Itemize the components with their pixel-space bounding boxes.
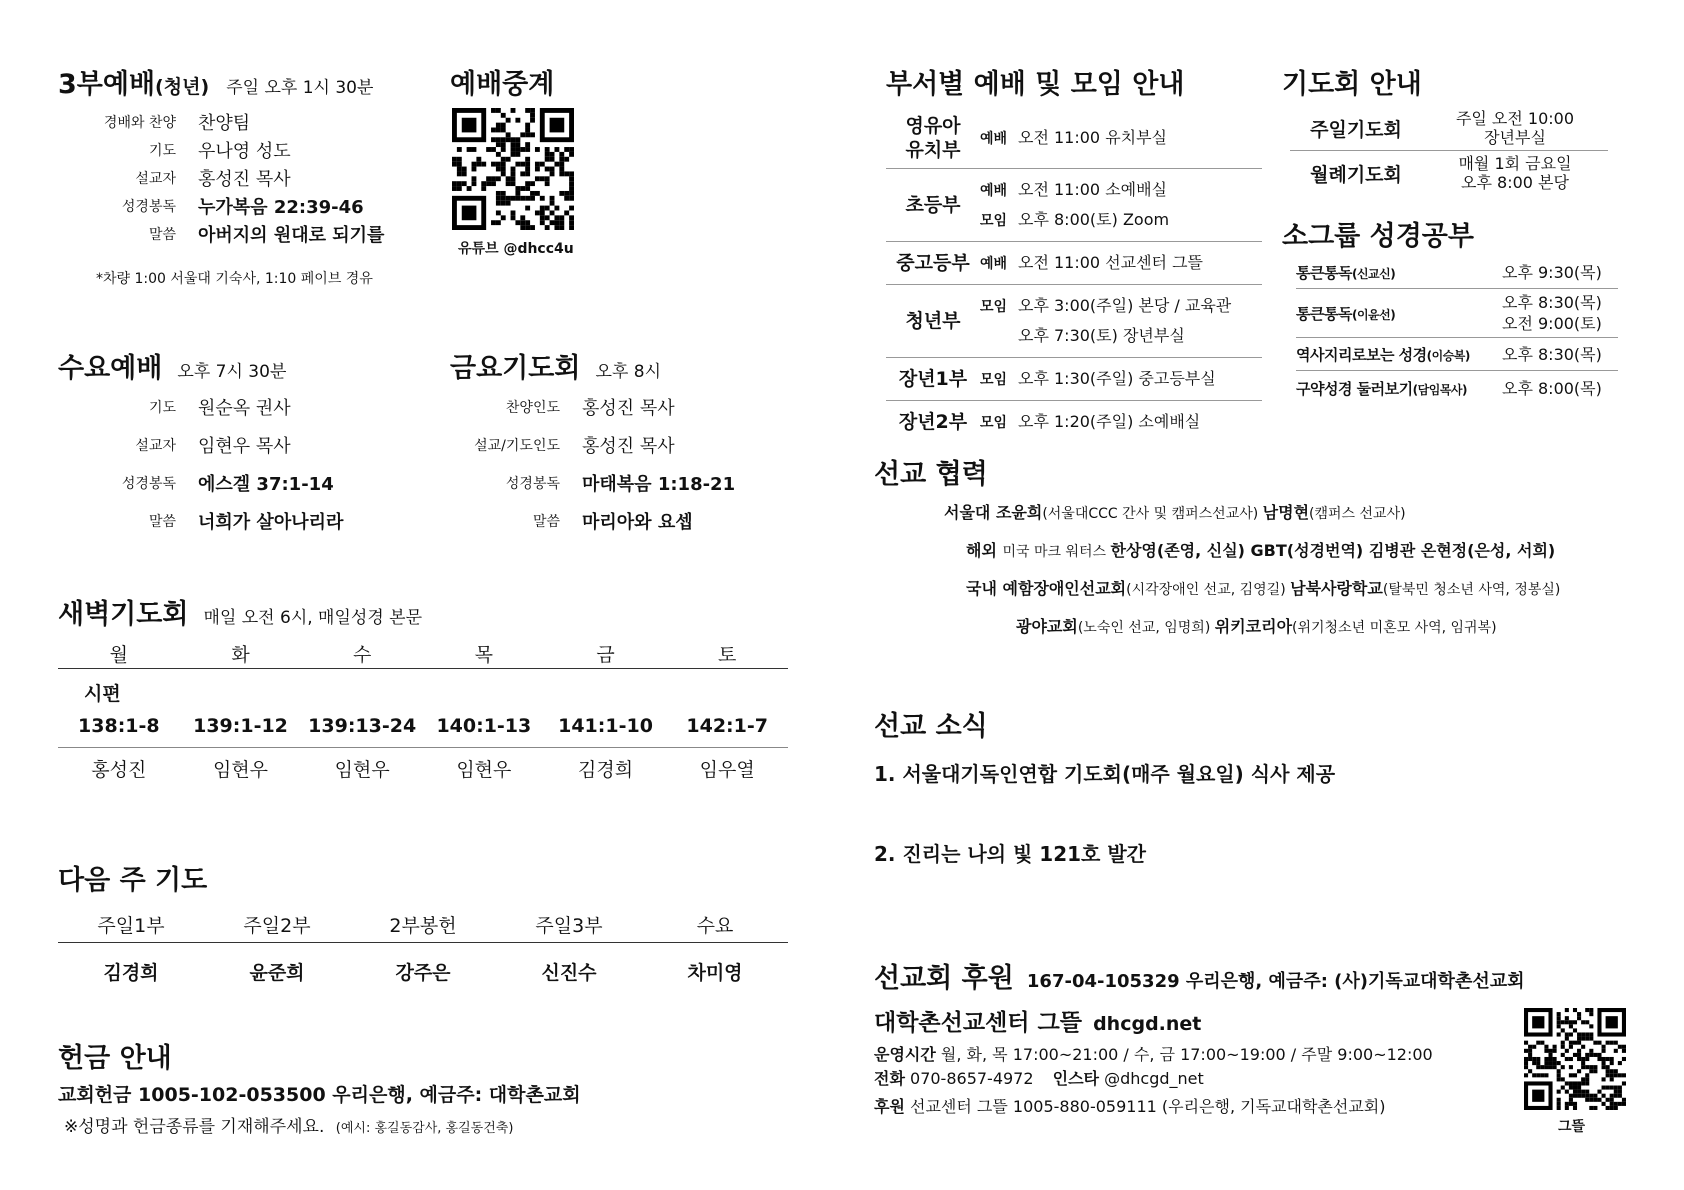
department-schedule [980,123,1167,153]
department-text: 오후 1:20(주일) 소예배실 [1018,412,1201,431]
department-tag: 예배 [980,131,1008,147]
department-line [980,407,1200,437]
friday-row-label: 설교/기도인도 [474,438,560,454]
next-prayer-header: 주일1부 [97,914,165,937]
department-tag: 모임 [980,372,1008,388]
friday-row [450,426,770,464]
dawn-time: 매일 오전 6시, 매일성경 본문 [203,608,422,628]
worship3-details [76,108,436,248]
worship3-row [76,192,436,220]
worship3-row-label: 설교자 [135,171,176,187]
departments-title: 부서별 예배 및 모임 안내 [886,69,1185,100]
department-line [980,321,1231,351]
department-row [886,357,1262,400]
worship3-header [58,62,373,101]
dawn-book: 시편 [84,683,121,705]
prayer-meeting-name: 주일기도회 [1310,118,1402,141]
department-tag: 예배 [980,256,1008,272]
center-hours: 월, 화, 목 17:00~21:00 / 수, 금 17:00~19:00 / 주말 9:00~12:00 [940,1045,1433,1064]
dawn-passage: 139:13-24 [308,715,417,737]
department-text: 오후 8:00(토) Zoom [1018,210,1170,229]
small-group-name-cell [1296,262,1498,283]
wednesday-row-label: 성경봉독 [121,476,176,492]
worship3-row [76,108,436,136]
offering-example: (예시: 홍길동감사, 홍길동건축) [335,1121,514,1136]
friday-row-value: 마태복음 1:18-21 [582,474,736,495]
mission-partner-detail: 미국 마크 워터스 [1002,544,1111,560]
department-name: 장년1부 [898,368,968,390]
dawn-day-header: 화 [231,643,250,666]
friday-header [450,346,661,385]
small-group-name: 역사지리로보는 성경 [1296,345,1427,364]
department-tag: 모임 [980,299,1008,315]
broadcast-title: 예배중계 [450,69,555,100]
department-text: 오후 7:30(토) 장년부실 [1018,326,1185,345]
small-group-name: 구약성경 둘러보기 [1296,379,1413,398]
dawn-day-header: 토 [718,643,737,666]
friday-time: 오후 8시 [595,362,662,382]
mission-title: 선교 협력 [874,459,988,490]
worship3-row-value: 아버지의 원대로 되기를 [198,225,385,246]
mission-partner-name: 국내 예함장애인선교회 [966,579,1127,598]
next-prayer-name: 신진수 [541,961,597,984]
dawn-day-header: 수 [353,643,372,666]
center-site: dhcgd.net [1093,1013,1202,1035]
prayer-meeting-time-line2: 오후 8:00 본당 [1461,173,1569,192]
support-account: 167-04-105329 우리은행, 예금주: (사)기독교대학촌선교회 [1026,971,1525,992]
center-hours-label: 운영시간 [874,1045,936,1064]
center-phone-label: 전화 [874,1069,905,1088]
small-group-row [1296,370,1618,405]
mission-line [874,570,1664,608]
worship3-row-label: 경배와 찬양 [103,115,176,131]
next-prayer-title: 다음 주 기도 [58,865,208,896]
dawn-day-header: 월 [109,643,129,666]
department-name: 중고등부 [896,252,970,274]
center-hours-line [874,1042,1433,1065]
friday-row-label: 찬양인도 [505,400,560,416]
small-group-row [1296,288,1618,337]
department-name: 영유아 유치부 [905,115,961,161]
worship3-row-label: 기도 [148,143,176,159]
offering-note-line [64,1112,513,1137]
wednesday-time: 오후 7시 30분 [177,362,287,382]
department-row [886,400,1262,443]
center-title: 대학촌선교센터 그뜰 [874,1010,1082,1036]
mission-partner-name: 한상영(존영, 신실) GBT(성경번역) 김병관 온현정(은성, 서희) [1110,541,1556,560]
prayer-meeting-time-line1: 매월 1회 금요일 [1458,154,1572,173]
dawn-leader: 홍성진 [91,758,147,781]
center-insta-label: 인스타 [1052,1069,1100,1088]
wednesday-row [76,388,416,426]
prayer-meeting-time [1422,109,1608,147]
department-schedule [980,175,1169,235]
friday-row [450,464,770,502]
wednesday-row-label: 설교자 [135,438,176,454]
department-line [980,248,1203,278]
mission-news-title: 선교 소식 [874,711,988,742]
dawn-leader: 임현우 [212,758,269,781]
prayer-meeting-time [1422,154,1608,192]
department-tag: 모임 [980,213,1008,229]
worship3-row [76,164,436,192]
next-prayer-header: 2부봉헌 [389,914,457,937]
wednesday-row-value: 임현우 목사 [198,436,291,457]
mission-partner-name: 광야교회 [1016,617,1078,636]
broadcast-qr-code[interactable] [452,108,574,230]
department-row [886,241,1262,284]
small-group-time: 오후 8:30(목) 오전 9:00(토) [1502,293,1602,333]
department-row [886,284,1262,357]
friday-row [450,502,770,540]
wednesday-row-value: 에스겔 37:1-14 [198,474,334,495]
friday-details [450,388,770,540]
department-name: 초등부 [905,194,961,216]
small-group-leader: (이윤선) [1351,307,1396,322]
worship3-title: 3부예배 [58,69,156,100]
center-support-line [874,1094,1385,1117]
worship3-time: 주일 오후 1시 30분 [226,78,374,98]
mission-partner-detail: (시각장애인 선교, 김영길) [1126,582,1291,598]
dawn-title: 새벽기도회 [58,599,189,630]
offering-note: ※성명과 헌금종류를 기재해주세요. [64,1117,325,1137]
center-contact-line [874,1066,1204,1089]
department-name: 장년2부 [898,411,968,433]
offering-title: 헌금 안내 [58,1043,172,1074]
department-tag: 모임 [980,415,1008,431]
dawn-table [58,638,788,788]
broadcast-caption: 유튜브 @dhcc4u [458,241,574,257]
wednesday-row [76,426,416,464]
dawn-leader: 임우열 [699,758,755,781]
mission-news-item-2: 2. 진리는 나의 빛 121호 발간 [874,842,1146,866]
friday-row-value: 마리아와 요셉 [582,512,693,533]
friday-title: 금요기도회 [450,353,581,384]
dawn-passage: 139:1-12 [193,715,288,737]
worship3-row-value: 홍성진 목사 [198,169,291,190]
mission-partner-detail: (서울대CCC 간사 및 캠퍼스선교사) [1042,506,1263,522]
department-text: 오후 3:00(주일) 본당 / 교육관 [1018,296,1232,315]
department-schedule [980,248,1203,278]
next-prayer-name: 차미영 [687,961,743,984]
support-line [874,956,1525,995]
next-prayer-header: 주일2부 [243,914,311,937]
mission-partner-detail: (노숙인 선교, 임명희) [1077,620,1215,636]
department-text: 오전 11:00 유치부실 [1018,128,1168,147]
mission-partners [874,494,1664,646]
small-group-row [1296,337,1618,370]
center-qr-caption: 그뜰 [1558,1119,1586,1135]
wednesday-row-value: 너희가 살아나리라 [198,512,344,533]
worship3-title-suffix: (청년) [155,76,210,98]
support-title: 선교회 후원 [874,963,1014,994]
next-prayer-header: 주일3부 [535,914,603,937]
mission-partner-name: 남북사랑학교 [1290,579,1383,598]
department-schedule [980,364,1216,394]
dawn-passage: 141:1-10 [558,715,653,737]
mission-line [874,494,1664,532]
mission-partner-detail: (탈북민 청소년 사역, 정봉실) [1382,582,1561,598]
prayer-meeting-name: 월례기도회 [1310,163,1402,186]
friday-row-label: 말씀 [532,514,560,530]
small-group-name-cell [1296,378,1498,399]
small-group-leader: (담임목사) [1412,382,1467,397]
department-schedule [980,407,1200,437]
wednesday-row-label: 기도 [148,400,176,416]
small-groups-table [1296,256,1618,405]
department-text: 오전 11:00 선교센터 그뜰 [1018,253,1204,272]
next-prayer-name: 김경희 [103,961,159,984]
department-name: 청년부 [905,310,961,332]
worship3-row-label: 말씀 [148,227,176,243]
small-group-row [1296,256,1618,288]
worship3-row-label: 성경봉독 [121,199,176,215]
wednesday-row-label: 말씀 [148,514,176,530]
department-tag: 예배 [980,183,1008,199]
dawn-header [58,592,422,631]
next-prayer-table [58,906,788,999]
wednesday-row-value: 원순옥 권사 [198,398,291,419]
department-line [980,205,1169,235]
prayer-meeting-row [1290,106,1608,150]
mission-partner-name: 서울대 조윤희 [944,503,1043,522]
department-line [980,123,1167,153]
center-insta: @dhcgd_net [1104,1069,1204,1088]
prayer-meeting-time-line2: 장년부실 [1484,128,1546,147]
small-group-time: 오후 8:00(목) [1502,378,1602,398]
prayer-meetings-table [1290,106,1608,195]
mission-partner-detail: (위기청소년 미혼모 사역, 임귀복) [1292,620,1497,636]
worship3-row [76,220,436,248]
small-groups-title: 소그룹 성경공부 [1282,221,1474,252]
prayer-meetings-title: 기도회 안내 [1282,69,1422,100]
mission-partner-name: 남명현 [1262,503,1310,522]
dawn-day-header: 목 [474,643,494,666]
departments-table [886,108,1262,443]
wednesday-header [58,346,286,385]
prayer-meeting-time-line1: 주일 오전 10:00 [1455,109,1575,128]
next-prayer-name: 강주은 [395,961,451,984]
small-group-name-cell [1296,303,1498,324]
dawn-passage: 142:1-7 [686,715,768,737]
center-support-label: 후원 [874,1097,905,1116]
department-line [980,291,1231,321]
friday-row-value: 홍성진 목사 [582,436,675,457]
offering-account: 교회헌금 1005-102-053500 우리은행, 예금주: 대학촌교회 [58,1084,581,1106]
dawn-passage: 140:1-13 [436,715,532,737]
center-header [874,1004,1201,1037]
prayer-meeting-row [1290,150,1608,195]
mission-news-item-1: 1. 서울대기독인연합 기도회(매주 월요일) 식사 제공 [874,762,1336,786]
wednesday-details [76,388,416,540]
dawn-day-header: 금 [596,643,615,666]
department-row [886,108,1262,168]
small-group-time: 오후 9:30(목) [1502,262,1602,282]
department-row [886,168,1262,241]
next-prayer-header: 수요 [696,914,734,937]
worship3-row-value: 누가복음 22:39-46 [198,197,364,218]
friday-row-value: 홍성진 목사 [582,398,675,419]
department-line [980,364,1216,394]
wednesday-row [76,464,416,502]
friday-row-label: 성경봉독 [505,476,560,492]
small-group-leader: (이승복) [1426,348,1470,363]
dawn-leader: 임현우 [456,758,512,781]
next-prayer-name: 윤준희 [249,961,305,984]
small-group-name: 통큰통독 [1296,304,1352,323]
dawn-passage: 138:1-8 [78,715,160,737]
wednesday-row [76,502,416,540]
mission-partner-name: 위키코리아 [1214,617,1293,636]
dawn-leader: 김경희 [577,758,634,781]
center-qr-code[interactable] [1524,1008,1626,1110]
mission-line [874,608,1664,646]
wednesday-title: 수요예배 [58,353,163,384]
mission-partner-name: 해외 [966,541,1003,560]
department-text: 오전 11:00 소예배실 [1018,180,1168,199]
worship3-row [76,136,436,164]
friday-row [450,388,770,426]
department-text: 오후 1:30(주일) 중고등부실 [1018,369,1216,388]
center-support: 선교센터 그뜰 1005-880-059111 (우리은행, 기독교대학촌선교회) [910,1097,1386,1116]
mission-partner-detail: (캠퍼스 선교사) [1309,506,1406,522]
worship3-row-value: 찬양팀 [198,113,251,134]
mission-line [874,532,1664,570]
small-group-time: 오후 8:30(목) [1502,344,1602,364]
small-group-name: 통큰통독 [1296,263,1352,282]
small-group-leader: (신교신) [1351,266,1396,281]
department-line [980,175,1169,205]
worship3-note: *차량 1:00 서울대 기숙사, 1:10 페이브 경유 [96,271,373,287]
department-schedule [980,291,1231,351]
dawn-leader: 임현우 [334,758,390,781]
worship3-row-value: 우나영 성도 [198,141,291,162]
center-phone: 070-8657-4972 [910,1069,1034,1088]
small-group-name-cell [1296,344,1498,365]
